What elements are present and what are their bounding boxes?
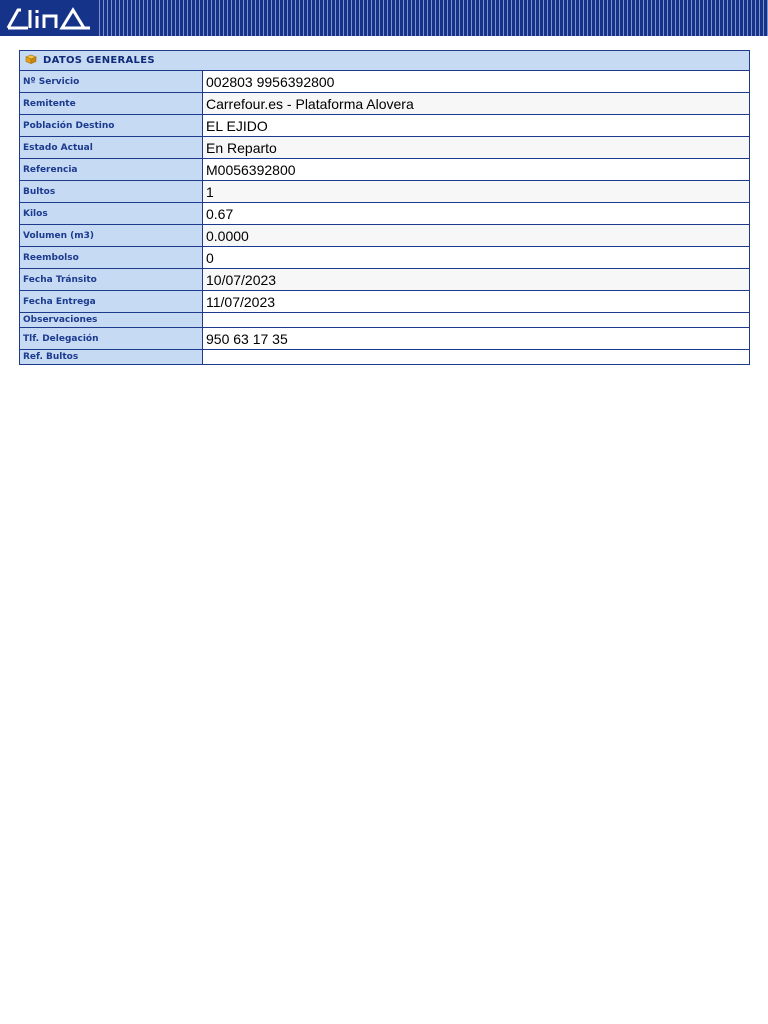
table-row <box>20 328 750 350</box>
section-header-row <box>20 51 750 71</box>
table-row <box>20 71 750 93</box>
table-row <box>20 115 750 137</box>
table-row <box>20 350 750 365</box>
header-bar <box>0 0 768 36</box>
field-label: Observaciones <box>20 313 203 328</box>
table-row <box>20 269 750 291</box>
field-value: Carrefour.es - Plataforma Alovera <box>203 93 750 115</box>
field-value: 0.0000 <box>203 225 750 247</box>
section-title: DATOS GENERALES <box>43 55 155 66</box>
field-value: M0056392800 <box>203 159 750 181</box>
table-row <box>20 291 750 313</box>
field-label: Reembolso <box>20 247 203 269</box>
table-row <box>20 159 750 181</box>
field-value <box>203 313 750 328</box>
table-row <box>20 313 750 328</box>
field-value: 11/07/2023 <box>203 291 750 313</box>
alina-logo-icon <box>6 6 92 30</box>
table-row <box>20 225 750 247</box>
company-logo[interactable] <box>0 0 98 36</box>
field-value: 002803 9956392800 <box>203 71 750 93</box>
field-label: Estado Actual <box>20 137 203 159</box>
field-label: Población Destino <box>20 115 203 137</box>
field-label: Remitente <box>20 93 203 115</box>
field-label: Bultos <box>20 181 203 203</box>
table-row <box>20 203 750 225</box>
field-value <box>203 350 750 365</box>
field-label: Kilos <box>20 203 203 225</box>
table-row <box>20 93 750 115</box>
field-label: Ref. Bultos <box>20 350 203 365</box>
field-label: Referencia <box>20 159 203 181</box>
field-value: 10/07/2023 <box>203 269 750 291</box>
section-title-cell <box>20 51 750 71</box>
field-label: Nº Servicio <box>20 71 203 93</box>
table-row <box>20 181 750 203</box>
field-label: Volumen (m3) <box>20 225 203 247</box>
table-row <box>20 247 750 269</box>
box-icon <box>25 54 37 67</box>
table-row <box>20 137 750 159</box>
field-value: En Reparto <box>203 137 750 159</box>
field-value: 0 <box>203 247 750 269</box>
field-value: 950 63 17 35 <box>203 328 750 350</box>
field-value: EL EJIDO <box>203 115 750 137</box>
field-label: Fecha Entrega <box>20 291 203 313</box>
field-value: 1 <box>203 181 750 203</box>
datos-generales-table <box>19 50 750 365</box>
field-label: Tlf. Delegación <box>20 328 203 350</box>
field-label: Fecha Tránsito <box>20 269 203 291</box>
field-value: 0.67 <box>203 203 750 225</box>
